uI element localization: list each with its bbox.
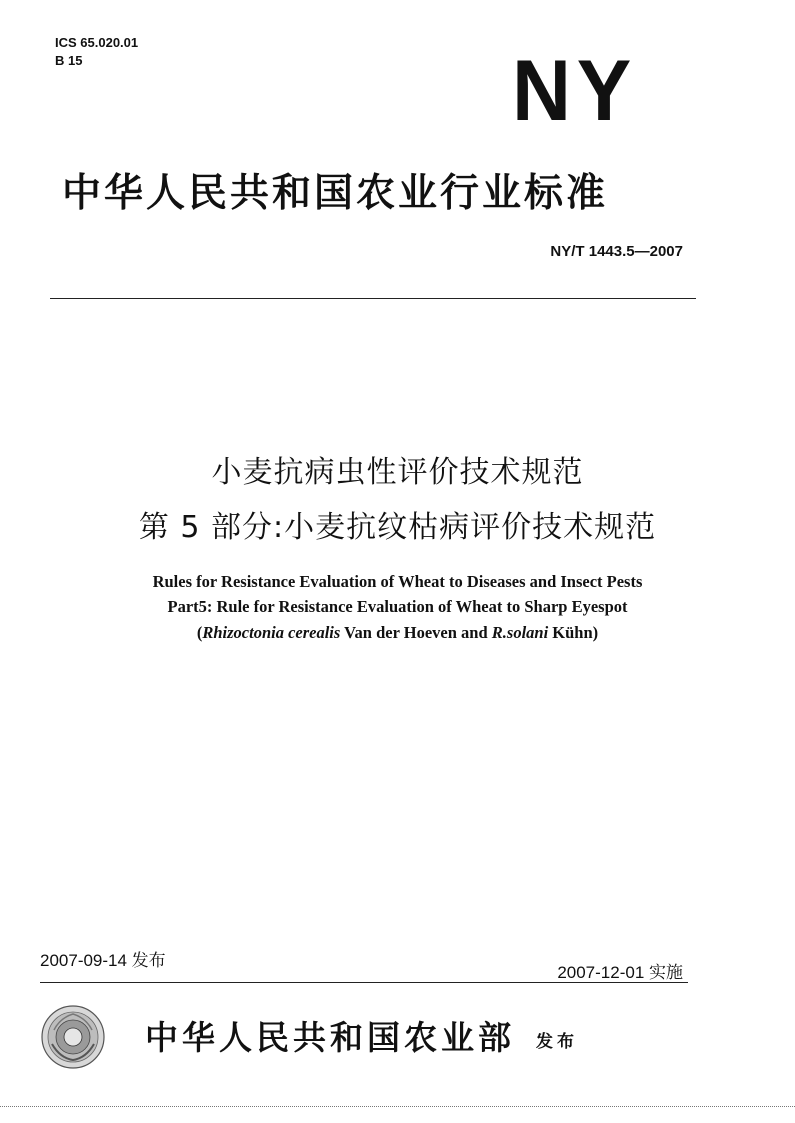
chinese-title-line-2: 第 5 部分:小麦抗纹枯病评价技术规范	[138, 510, 657, 545]
paren-open: (	[196, 623, 203, 642]
ics-code: ICS 65.020.01	[55, 35, 139, 50]
authority-text: Van der Hoeven and	[340, 623, 492, 642]
issuing-ministry: 中华人民共和国农业部	[145, 1018, 515, 1057]
implementation-date: 2007-12-01 实施	[557, 963, 683, 982]
english-title-line-2: Part5: Rule for Resistance Evaluation of Wheat to Sharp Eyespot	[167, 597, 628, 616]
issue-date: 2007-09-14 发布	[40, 951, 166, 970]
species-name-2: R.solani	[491, 623, 549, 642]
national-emblem-icon	[40, 1004, 106, 1070]
english-title-line-1: Rules for Resistance Evaluation of Wheat to Diseases and Insect Pests	[152, 572, 643, 591]
standard-category-title: 中华人民共和国农业行业标准	[62, 171, 609, 216]
standard-number: NY/T 1443.5—2007	[550, 243, 683, 260]
english-title-line-3	[0, 623, 795, 643]
scan-edge-line	[0, 1106, 795, 1107]
publish-label: 发布	[536, 1032, 578, 1052]
ny-standard-mark: NY	[512, 43, 637, 139]
ccs-code: B 15	[55, 53, 83, 68]
header-divider	[50, 298, 696, 299]
footer-divider	[40, 982, 688, 983]
authority-end: Kühn)	[548, 623, 599, 642]
species-name-1: Rhizoctonia cerealis	[202, 623, 341, 642]
chinese-title-line-1: 小麦抗病虫性评价技术规范	[211, 455, 584, 490]
classification-codes	[55, 34, 138, 70]
